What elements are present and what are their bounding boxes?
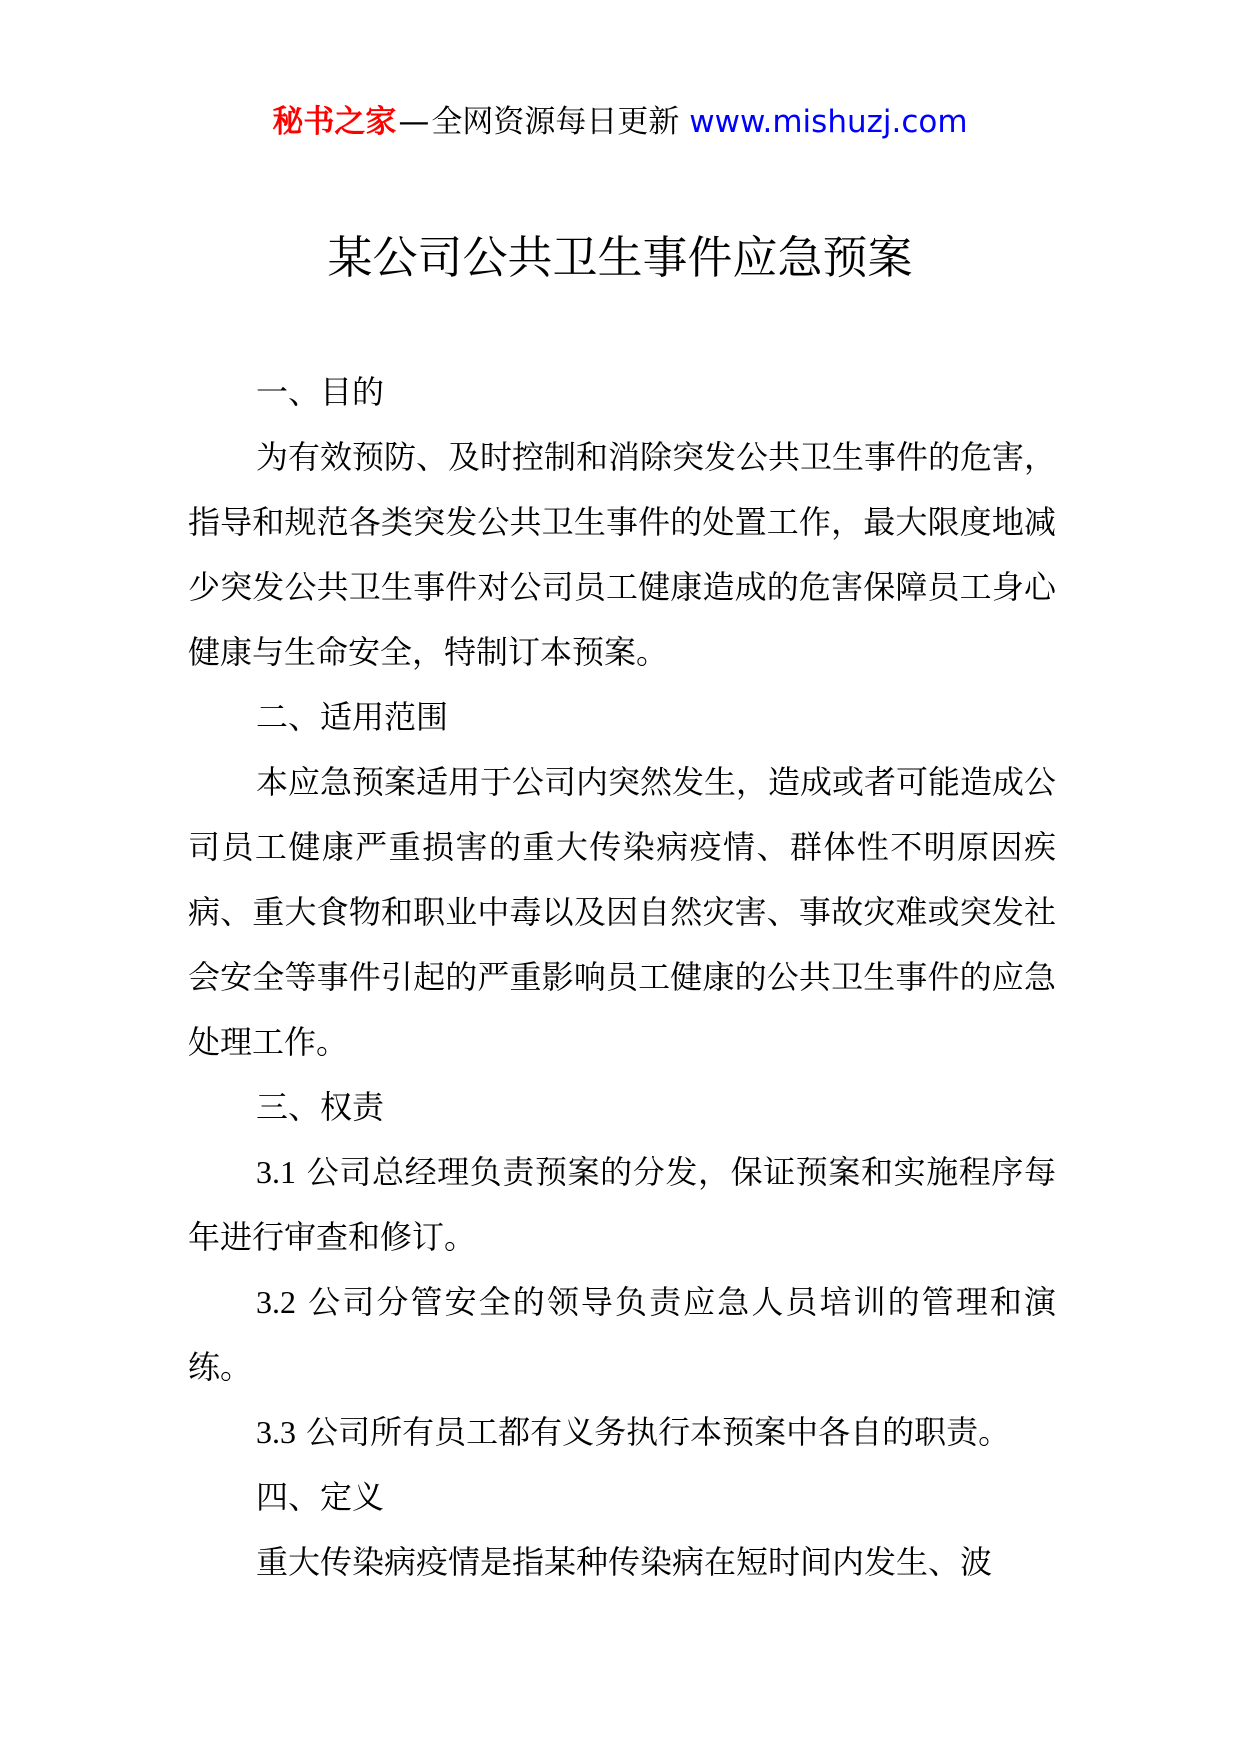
responsibility-item (188, 1270, 1056, 1400)
section-heading-responsibilities: 三、权责 (256, 1088, 385, 1126)
responsibility-item (188, 1400, 1056, 1465)
item-text: 公司分管安全的领导负责应急人员培训的管理和演练。 (188, 1283, 1056, 1386)
item-text: 公司总经理负责预案的分发，保证预案和实施程序每年进行审查和修订。 (188, 1153, 1056, 1256)
section-heading-scope: 二、适用范围 (256, 698, 449, 736)
site-url-link[interactable]: www.mishuzj.com (689, 104, 968, 140)
item-number: 3.2 (256, 1284, 296, 1320)
site-brand: 秘书之家 (272, 104, 397, 140)
item-number: 3.3 (256, 1414, 296, 1450)
responsibility-item (188, 1140, 1056, 1270)
paragraph-purpose: 为有效预防、及时控制和消除突发公共卫生事件的危害，指导和规范各类突发公共卫生事件的处置工作，最大限度地减少突发公共卫生事件对公司员工健康造成的危害保障员工身心健康与生命安全，特制订本预案。 (188, 438, 1057, 671)
section-heading-purpose: 一、目的 (256, 373, 385, 411)
site-tagline: 全网资源每日更新 (431, 104, 680, 140)
paragraph-definitions: 重大传染病疫情是指某种传染病在短时间内发生、波 (256, 1543, 993, 1581)
section-heading-definitions: 四、定义 (256, 1478, 385, 1516)
paragraph-scope: 本应急预案适用于公司内突然发生，造成或者可能造成公司员工健康严重损害的重大传染病疫情、群体性不明原因疾病、重大食物和职业中毒以及因自然灾害、事故灾难或突发社会安全等事件引起的严重影响员工健康的公共卫生事件的应急处理工作。 (188, 763, 1057, 1061)
header-separator: — (398, 104, 430, 140)
item-text: 公司所有员工都有义务执行本预案中各自的职责。 (306, 1413, 1011, 1451)
document-title: 某公司公共卫生事件应急预案 (327, 231, 913, 284)
document-body (188, 360, 1056, 1595)
item-number: 3.1 (256, 1154, 296, 1190)
site-header (0, 100, 1240, 144)
